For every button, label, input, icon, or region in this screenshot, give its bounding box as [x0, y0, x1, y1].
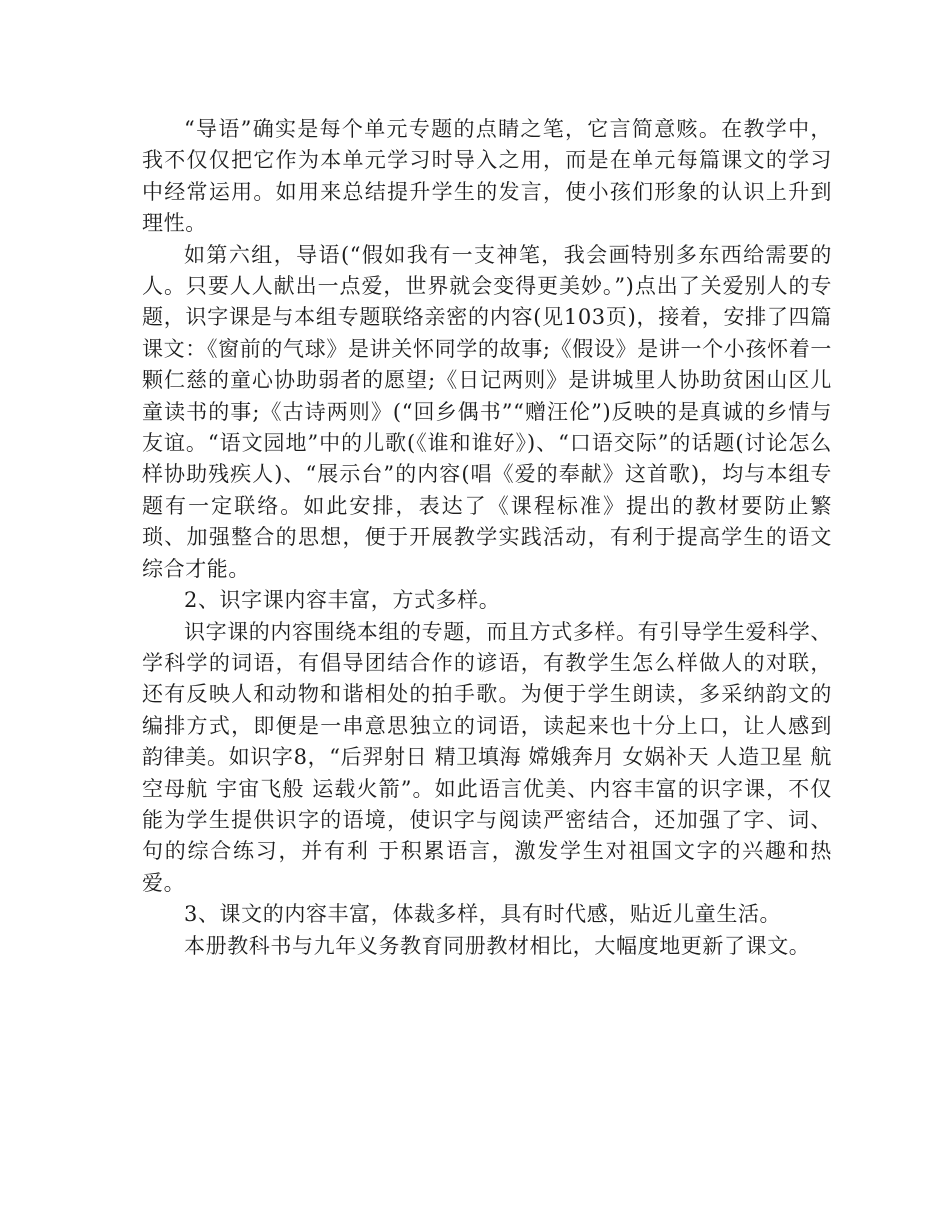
paragraph-textbook-update: 本册教科书与九年义务教育同册教材相比，大幅度地更新了课文。 [184, 933, 811, 958]
document-page [142, 114, 832, 962]
section-heading-2: 2、识字课内容丰富，方式多样。 [184, 588, 501, 613]
paragraph-literacy-lessons: 识字课的内容围绕本组的专题，而且方式多样。有引导学生爱科学、学科学的词语，有倡导团结合作的谚语，有教学生怎么样做人的对联，还有反映人和动物和谐相处的拍手歌。为便于学生朗读，多采纳韵文的编排方式，即便是一串意思独立的词语，读起来也十分上口，让人感到韵律美。如识字8，“后羿射日 精卫填海 嫦娥奔月 女娲补天 人造卫星 航空母航 宇宙飞般 运载火箭”。如此语言优美、内容丰富的识字课，不仅能为学生提供识字的语境，使识字与阅读严密结合，还加强了字、词、句的综合练习，并有利 于积累语言，激发学生对祖国文字的兴趣和热爱。 [142, 619, 832, 895]
section-heading-3: 3、课文的内容丰富，体裁多样，具有时代感，贴近儿童生活。 [184, 902, 782, 927]
paragraph-group-six: 如第六组，导语(“假如我有一支神笔，我会画特别多东西给需要的人。只要人人献出一点爱，世界就会变得更美妙。”)点出了关爱别人的专题，识字课是与本组专题联络亲密的内容(见103页)，接着，安排了四篇课文：《窗前的气球》是讲关怀同学的故事;《假设》是讲一个小孩怀着一颗仁慈的童心协助弱者的愿望;《日记两则》是讲城里人协助贫困山区儿童读书的事;《古诗两则》(“回乡偶书”“赠汪伦”)反映的是真诚的乡情与友谊。“语文园地”中的儿歌(《谁和谁好》)、“口语交际”的话题(讨论怎么样协助残疾人)、“展示台”的内容(唱《爱的奉献》这首歌)，均与本组专题有一定联络。如此安排，表达了《课程标准》提出的教材要防止繁琐、加强整合的思想，便于开展教学实践活动，有利于提高学生的语文综合才能。 [142, 242, 832, 581]
paragraph-intro-guide: “导语”确实是每个单元专题的点睛之笔，它言简意赅。在教学中，我不仅仅把它作为本单元学习时导入之用，而是在单元每篇课文的学习中经常运用。如用来总结提升学生的发言，使小孩们形象的认识上升到理性。 [142, 117, 832, 236]
